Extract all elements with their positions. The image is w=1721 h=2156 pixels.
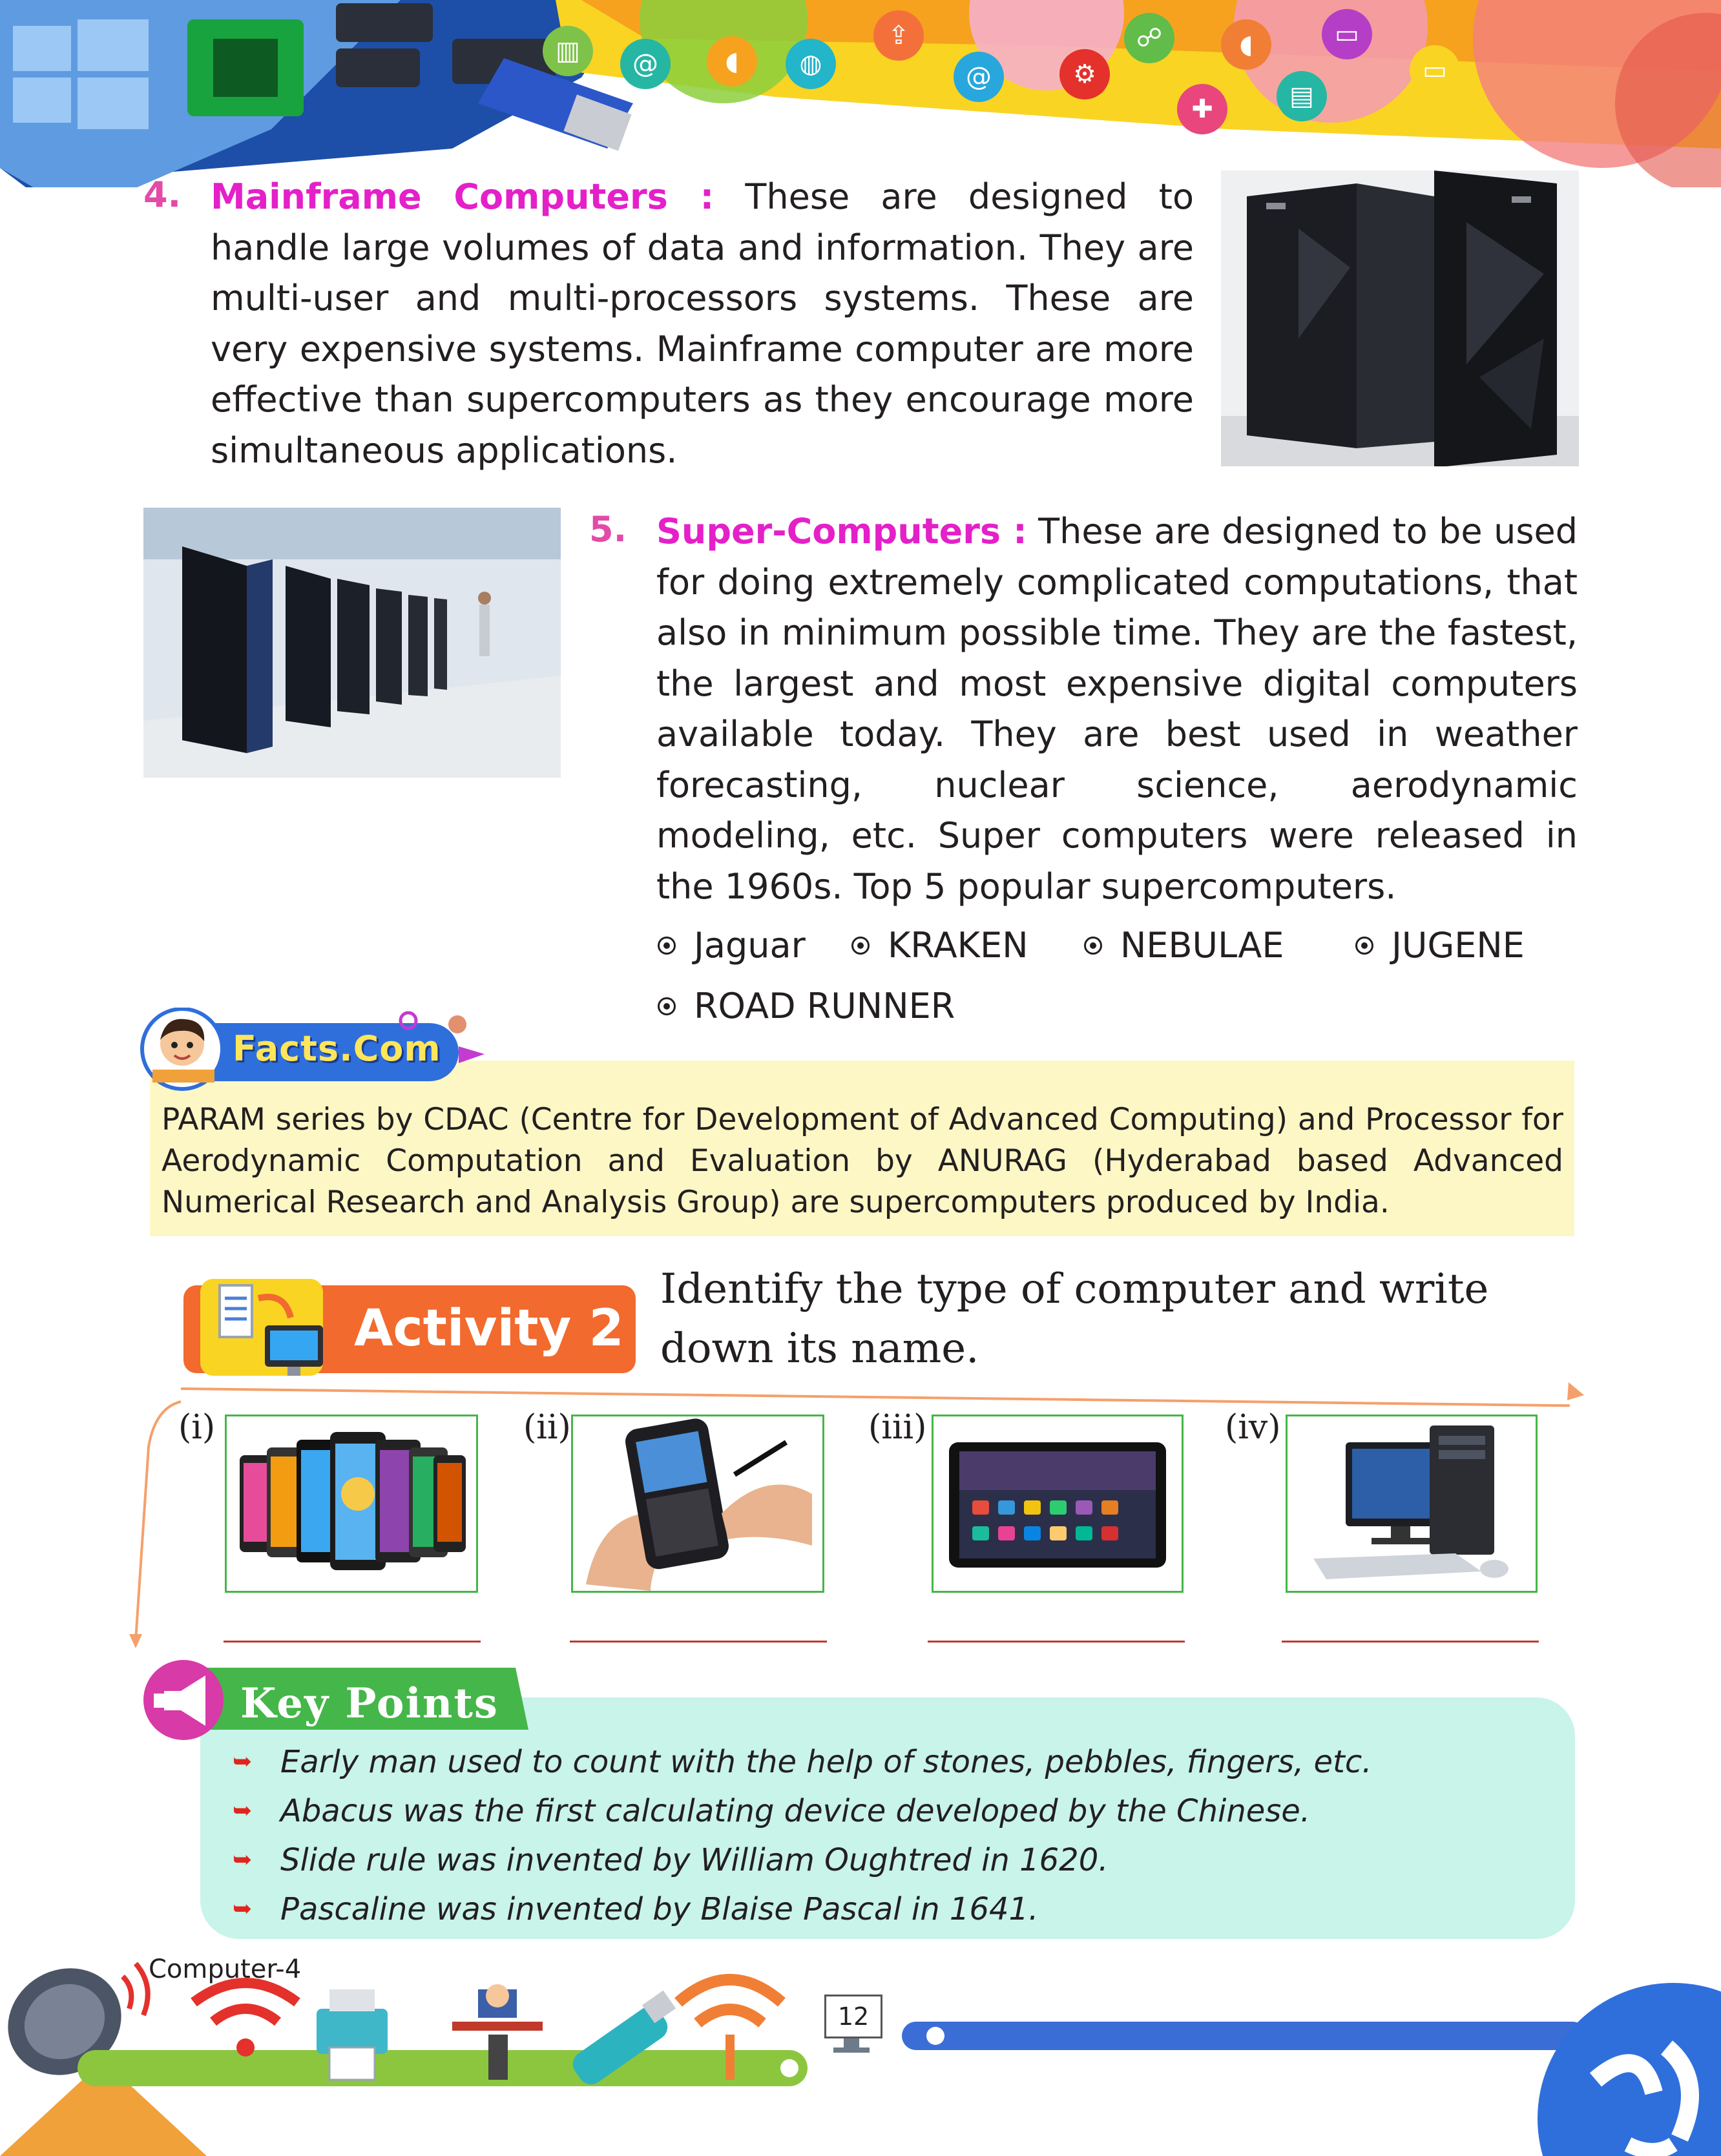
supercomputer-list-row-1: [658, 925, 1525, 966]
list-item: ➥ Slide rule was invented by William Oughtred in 1620.: [233, 1836, 1372, 1885]
list-item: ➥ Abacus was the first calculating device developed by the Chinese.: [233, 1787, 1372, 1836]
page-number: 12: [824, 1995, 882, 2038]
facts-text: PARAM series by CDAC (Centre for Development of Advanced Computing) and Processor for Aerodynamic Computation and Evaluation by ANURAG (Hyderabad based Advanced Numerical Research and Analysis Group) are supercomputers produced by India.: [162, 1102, 1563, 1220]
arrow-icon: ➥: [233, 1896, 253, 1922]
item-label-iv: (iv): [1225, 1408, 1281, 1447]
image-frame-iii: [932, 1415, 1184, 1593]
list-item: JUGENE: [1355, 925, 1525, 966]
answer-line-ii[interactable]: [570, 1641, 827, 1643]
image-frame-i: [225, 1415, 478, 1593]
tablet-icon: [934, 1416, 1182, 1591]
gears-icon: ⚙: [1059, 49, 1110, 99]
list-item: ➥ Early man used to count with the help of stones, pebbles, fingers, etc.: [233, 1737, 1372, 1787]
supercomputer-list-row-2: [658, 986, 955, 1026]
mainframe-computer-image: [1221, 171, 1579, 466]
bullet-icon: [658, 937, 676, 955]
supercomputer-paragraph: [656, 506, 1578, 912]
activity-title: Activity 2: [354, 1300, 624, 1358]
section-number-5: 5.: [589, 509, 627, 550]
key-points-title: Key Points: [240, 1679, 499, 1728]
bullet-icon: [1084, 937, 1102, 955]
network-users-icon: ☍: [1124, 13, 1174, 63]
bullet-icon: [658, 997, 676, 1015]
desktop-computer-icon: [1288, 1416, 1536, 1591]
list-item: NEBULAE: [1084, 925, 1355, 966]
header-banner: [0, 0, 1721, 174]
arrow-icon: ➥: [233, 1748, 253, 1775]
upload-icon: ⇪: [873, 10, 924, 61]
mouse-icon: ◖: [1221, 19, 1271, 70]
mouse-icon: ◖: [707, 36, 757, 87]
computer-files-icon: [194, 1279, 336, 1382]
answer-line-iv[interactable]: [1282, 1641, 1539, 1643]
monitor-icon: ▭: [1410, 45, 1460, 96]
list-item: KRAKEN: [851, 925, 1084, 966]
facts-badge-decoration: [394, 1008, 491, 1072]
image-frame-iv: [1286, 1415, 1538, 1593]
chart-icon: ▥: [543, 26, 593, 76]
item-label-iii: (iii): [868, 1408, 927, 1447]
pda-icon: [573, 1416, 822, 1591]
arrow-icon: ➥: [233, 1798, 253, 1824]
smartphones-icon: [227, 1416, 476, 1591]
supercomputer-term: Super-Computers :: [656, 511, 1027, 552]
key-points-list: [233, 1737, 1372, 1934]
book-title: Computer-4: [149, 1954, 302, 1984]
supercomputer-image: [143, 508, 561, 778]
gamepad-icon: ✚: [1177, 84, 1227, 134]
image-frame-ii: [571, 1415, 824, 1593]
bar-chart-icon: ▤: [1277, 71, 1327, 121]
facts-title: Facts.Com: [233, 1028, 441, 1069]
mainframe-term: Mainframe Computers :: [211, 176, 714, 217]
boy-mascot-icon: [140, 1008, 230, 1092]
bullet-icon: [851, 937, 870, 955]
item-label-i: (i): [178, 1408, 216, 1447]
bullet-icon: [1355, 937, 1373, 955]
supercomputer-description: These are designed to be used for doing extremely complicated computations, that also in minimum possible time. They are the fastest, the largest and most expensive digital computers available today. They are best used in weather forecasting, nuclear science, aerodynamic modeling, etc. Super computers were released in the 1960s. Top 5 popular supercomputers.: [656, 511, 1578, 907]
answer-line-i[interactable]: [224, 1641, 481, 1643]
list-item: ROAD RUNNER: [658, 986, 955, 1026]
section-number-4: 4.: [143, 174, 182, 215]
arrow-icon: ➥: [233, 1847, 253, 1873]
answer-line-iii[interactable]: [928, 1641, 1185, 1643]
item-label-ii: (ii): [523, 1408, 571, 1447]
activity-instruction: Identify the type of computer and write down its name.: [660, 1265, 1489, 1373]
mainframe-description: These are designed to handle large volumes of data and information. They are multi-user and multi-processors systems. These are very expensive systems. Mainframe computer are more effective than supercomputers as they encourage more simultaneous applications.: [211, 176, 1194, 471]
globe-icon: ◍: [786, 39, 836, 89]
at-sign-icon: @: [620, 39, 671, 89]
list-item: Jaguar: [658, 925, 851, 966]
mainframe-paragraph: [211, 172, 1194, 476]
list-item: ➥ Pascaline was invented by Blaise Pascal in 1641.: [233, 1885, 1372, 1934]
folder-icon: ▭: [1322, 9, 1372, 59]
at-sign-icon: @: [954, 52, 1004, 102]
